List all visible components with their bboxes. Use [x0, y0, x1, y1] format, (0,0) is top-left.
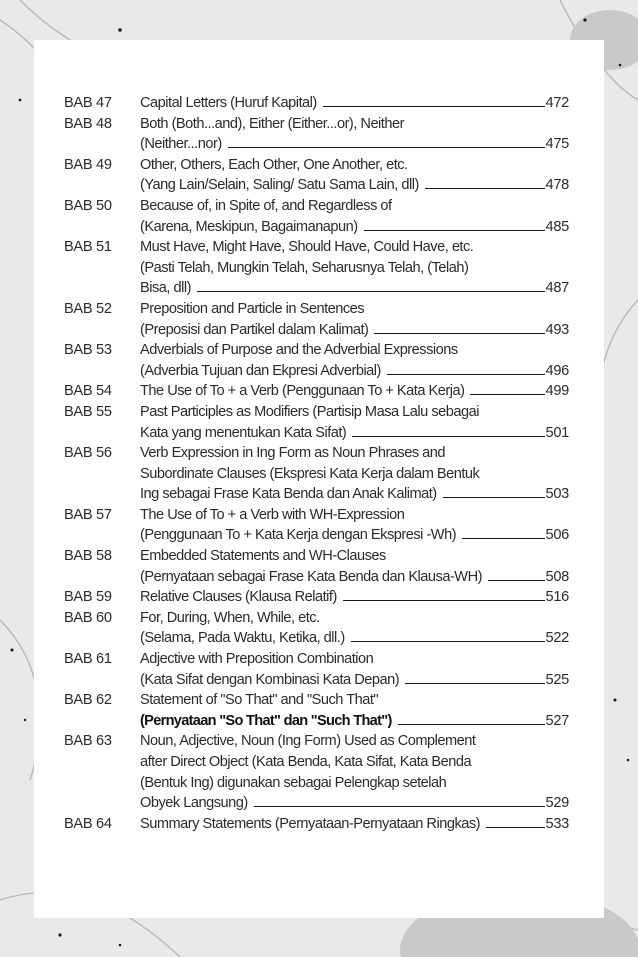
toc-entry[interactable] [64, 649, 569, 690]
toc-entry[interactable] [64, 546, 569, 587]
toc-entry[interactable] [64, 608, 569, 649]
chapter-number: BAB 56 [64, 445, 112, 462]
chapter-title-line: Capital Letters (Huruf Kapital) [140, 95, 317, 111]
toc-entry[interactable] [64, 814, 569, 835]
chapter-title-line: Kata yang menentukan Kata Sifat) [140, 424, 347, 441]
dot-leader [254, 806, 545, 807]
page-number: 493 [545, 321, 569, 338]
chapter-number: BAB 58 [64, 548, 112, 565]
chapter-title-line: (Pernyataan "So That" dan "Such That") [140, 712, 392, 729]
chapter-title-line: (Preposisi dan Partikel dalam Kalimat) [140, 321, 369, 338]
chapter-number: BAB 53 [64, 342, 112, 359]
chapter-number: BAB 55 [64, 403, 112, 420]
chapter-title-line: (Karena, Meskipun, Bagaimanapun) [140, 218, 358, 235]
chapter-title-line: after Direct Object (Kata Benda, Kata Sifat, Kata Benda [140, 754, 472, 770]
dot-leader [462, 538, 544, 539]
chapter-title-line: Summary Statements (Pernyataan-Pernyataan Ringkas) [140, 815, 481, 832]
page-number: 533 [545, 815, 569, 832]
chapter-title-line: Because of, in Spite of, and Regardless of [140, 197, 392, 214]
chapter-title-line: Relative Clauses (Klausa Relatif) [140, 589, 337, 606]
toc-entry[interactable] [64, 443, 569, 505]
dot-leader [443, 497, 545, 498]
chapter-number: BAB 57 [64, 506, 112, 523]
chapter-title-line: (Neither...nor) [140, 136, 222, 153]
dot-leader [488, 580, 545, 581]
chapter-title-line: Other, Others, Each Other, One Another, etc. [140, 156, 408, 173]
chapter-title-line: (Kata Sifat dengan Kombinasi Kata Depan) [140, 671, 400, 688]
chapter-title-line: Preposition and Particle in Sentences [140, 300, 365, 317]
toc-entry[interactable] [64, 340, 569, 381]
dot-leader [486, 827, 545, 828]
chapter-title-line: Past Participles as Modifiers (Partisip Masa Lalu sebagai [140, 403, 479, 420]
chapter-title-line: Noun, Adjective, Noun (Ing Form) Used as Complement [140, 733, 476, 750]
toc-entry[interactable] [64, 505, 569, 546]
chapter-title-line: (Pernyataan sebagai Frase Kata Benda dan Klausa-WH) [140, 568, 482, 585]
chapter-number: BAB 63 [64, 733, 112, 750]
toc-entry[interactable] [64, 587, 569, 608]
dot-leader [352, 436, 544, 437]
page-number: 499 [545, 383, 569, 400]
toc-entry[interactable] [64, 114, 569, 155]
chapter-title-line: (Selama, Pada Waktu, Ketika, dll.) [140, 630, 345, 647]
page-number: 516 [545, 589, 569, 606]
toc-list [64, 93, 569, 834]
chapter-title-line: Ing sebagai Frase Kata Benda dan Anak Kalimat) [140, 486, 437, 503]
page-number: 525 [545, 671, 569, 688]
chapter-title-line: (Penggunaan To + Kata Kerja dengan Ekspresi -Wh) [140, 527, 457, 544]
page-number: 478 [545, 177, 569, 194]
page-number: 472 [545, 95, 569, 111]
dot-leader [343, 600, 545, 601]
table-of-contents-page [34, 40, 604, 918]
page-number: 527 [545, 712, 569, 729]
chapter-number: BAB 48 [64, 115, 112, 132]
chapter-title-line: Obyek Langsung) [140, 795, 248, 812]
dot-leader [405, 683, 544, 684]
chapter-number: BAB 60 [64, 609, 112, 626]
dot-leader [228, 147, 545, 148]
chapter-title-line: Must Have, Might Have, Should Have, Could Have, etc. [140, 239, 474, 256]
chapter-number: BAB 50 [64, 197, 112, 214]
chapter-title-line: (Pasti Telah, Mungkin Telah, Seharusnya Telah, (Telah) [140, 259, 469, 276]
chapter-title-line: The Use of To + a Verb (Penggunaan To + Kata Kerja) [140, 383, 465, 400]
chapter-title-line: (Yang Lain/Selain, Saling/ Satu Sama Lain, dll) [140, 177, 419, 194]
page-number: 522 [545, 630, 569, 647]
chapter-title-line: Embedded Statements and WH-Clauses [140, 548, 386, 565]
chapter-number: BAB 49 [64, 156, 112, 173]
dot-leader [364, 230, 545, 231]
dot-leader [197, 291, 545, 292]
page-number: 503 [545, 486, 569, 503]
toc-entry[interactable] [64, 155, 569, 196]
toc-entry[interactable] [64, 381, 569, 402]
chapter-title-line: (Bentuk Ing) digunakan sebagai Pelengkap setelah [140, 774, 447, 791]
page-number: 508 [545, 568, 569, 585]
chapter-number: BAB 52 [64, 300, 112, 317]
chapter-title-line: Both (Both...and), Either (Either...or), Neither [140, 115, 404, 132]
toc-entry[interactable] [64, 731, 569, 813]
chapter-number: BAB 51 [64, 239, 112, 256]
toc-entry[interactable] [64, 93, 569, 114]
chapter-title-line: (Adverbia Tujuan dan Ekpresi Adverbial) [140, 362, 381, 379]
dot-leader [398, 724, 545, 725]
chapter-title-line: Adverbials of Purpose and the Adverbial Expressions [140, 342, 458, 359]
chapter-number: BAB 54 [64, 383, 112, 400]
toc-entry[interactable] [64, 196, 569, 237]
chapter-title-line: Adjective with Preposition Combination [140, 651, 374, 668]
dot-leader [374, 333, 544, 334]
page-number: 529 [545, 795, 569, 812]
chapter-title-line: Subordinate Clauses (Ekspresi Kata Kerja dalam Bentuk [140, 465, 480, 482]
dot-leader [323, 106, 545, 107]
page-number: 506 [545, 527, 569, 544]
dot-leader [425, 188, 545, 189]
dot-leader [470, 394, 544, 395]
chapter-number: BAB 61 [64, 651, 112, 668]
toc-entry[interactable] [64, 299, 569, 340]
page-number: 496 [545, 362, 569, 379]
chapter-number: BAB 64 [64, 815, 112, 832]
chapter-title-line: For, During, When, While, etc. [140, 609, 320, 626]
chapter-number: BAB 62 [64, 692, 112, 709]
toc-entry[interactable] [64, 690, 569, 731]
dot-leader [351, 641, 545, 642]
chapter-title-line: Verb Expression in Ing Form as Noun Phrases and [140, 445, 446, 462]
chapter-title-line: Statement of "So That" and "Such That" [140, 692, 379, 709]
page-number: 501 [545, 424, 569, 441]
chapter-number: BAB 47 [64, 95, 112, 111]
chapter-number: BAB 59 [64, 589, 112, 606]
toc-entry[interactable] [64, 237, 569, 299]
page-number: 485 [545, 218, 569, 235]
page-number: 487 [545, 280, 569, 297]
chapter-title-line: Bisa, dll) [140, 280, 191, 297]
page-number: 475 [545, 136, 569, 153]
chapter-title-line: The Use of To + a Verb with WH-Expression [140, 506, 405, 523]
toc-entry[interactable] [64, 402, 569, 443]
dot-leader [387, 374, 545, 375]
